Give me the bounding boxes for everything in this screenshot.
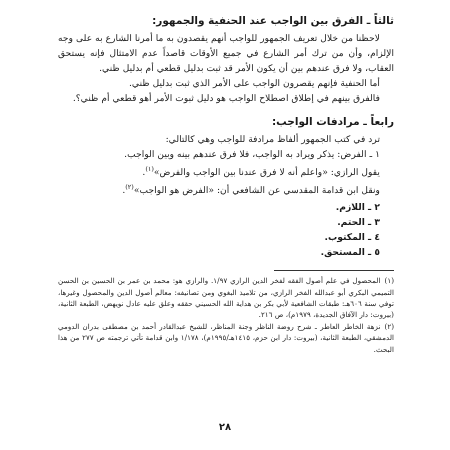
section-heading-differences: ثالثاً ـ الفرق بين الواجب عند الحنفية والجمهور:	[152, 15, 394, 27]
list-item: ٣ ـ الحتم.	[337, 217, 380, 229]
paragraph-hanafi-view: أما الحنفية فإنهم يقصرون الواجب على الأمر الذي ثبت بدليل ظني.	[128, 78, 380, 89]
paragraph-razi-quote: يقول الرازي: «واعلم أنه لا فرق عندنا بين الواجب والفرض»$^{(١)}$.	[142, 165, 380, 179]
footnote-2	[58, 321, 394, 355]
footnote-2-text: نزهة الخاطر العاطر ـ شرح روضة الناظر وجنة المناظر، للشيخ عبدالقادر أحمد بن مصطفى بدران الدومي الدمشقي، الطبعة الثانية، (بيروت: دار ابن حزم، ١٤١٥هـ/١٩٩٥م)، ١/١٧٨ وابن قدامة تأتي ترجمته ص ٢٧٧ من هذا البحث.	[58, 321, 395, 354]
ibn-qudama-quote-text: ونقل ابن قدامة المقدسي عن الشافعي أن: «الفرض هو الواجب»	[133, 185, 380, 197]
list-item: ٢ ـ اللازم.	[335, 202, 380, 214]
paragraph-synonyms-intro: ترد في كتب الجمهور ألفاظ مرادفة للواجب وهي كالتالي:	[165, 134, 380, 145]
paragraph-ibn-qudama-quote: ونقل ابن قدامة المقدسي عن الشافعي أن: «الفرض هو الواجب»$^{(٢)}$.	[122, 183, 380, 197]
section-heading-synonyms: رابعاً ـ مرادفات الواجب:	[271, 116, 394, 128]
page-body	[58, 14, 394, 355]
paragraph-synonym-fard: ١ ـ الفرض: يذكر ويراد به الواجب، فلا فرق عندهم بينه وبين الواجب.	[124, 149, 380, 160]
footnote-1-number: (١)	[384, 276, 394, 286]
razi-quote-text: يقول الرازي: «واعلم أنه لا فرق عندنا بين الواجب والفرض»	[153, 167, 380, 179]
list-item: ٤ ـ المكتوب.	[324, 232, 380, 244]
synonyms-list	[58, 200, 394, 260]
footnote-separator	[274, 270, 394, 271]
footnote-1	[58, 275, 394, 321]
paragraph-difference-summary: فالفرق بينهم في إطلاق اصطلاح الواجب هو دليل ثبوت الأمر أهو قطعي أم ظني؟.	[72, 93, 380, 104]
footnote-ref-1[interactable]: (١)	[145, 165, 154, 173]
paragraph-majority-definition: لاحظنا من خلال تعريف الجمهور للواجب أنهم يقصدون به ما أمرنا الشارع به على وجه الإلزام، وأن من ترك أمر الشارع في جميع الأوقات قاصداً عدم الامتثال فإنه يستحق العقاب، ولا فرق عندهم بين أن يكون الأمر قد ثبت بدليل قطعي أم بدليل ظني.	[58, 33, 394, 74]
footnote-1-text: المحصول في علم أصول الفقه لفخر الدين الرازي ١/٩٧. والرازي هو: محمد بن عمر بن الحسين بن الحسن التميمي البكري أبو عبدالله الفخر الرازي، من تلاميذ البغوي ومن تصانيفه: معالم أصول الدين والمحصول وغيرها، توفي سنة ٦٠٦هـ: طبقات الشافعية لأبي بكر بن هداية الله الحسيني حققه وعلق عليه عادل نويهض، الطبعة الثانية، (بيروت: دار الآفاق الجديدة، ١٩٧٩م)، ص ٢١٦.	[58, 276, 394, 320]
footnote-ref-2[interactable]: (٢)	[125, 183, 134, 192]
list-item: ٥ ـ المستحق.	[320, 247, 380, 259]
spacer	[58, 106, 394, 115]
footnote-2-number: (٢)	[384, 321, 394, 331]
page-number: ٢٨	[218, 422, 232, 433]
